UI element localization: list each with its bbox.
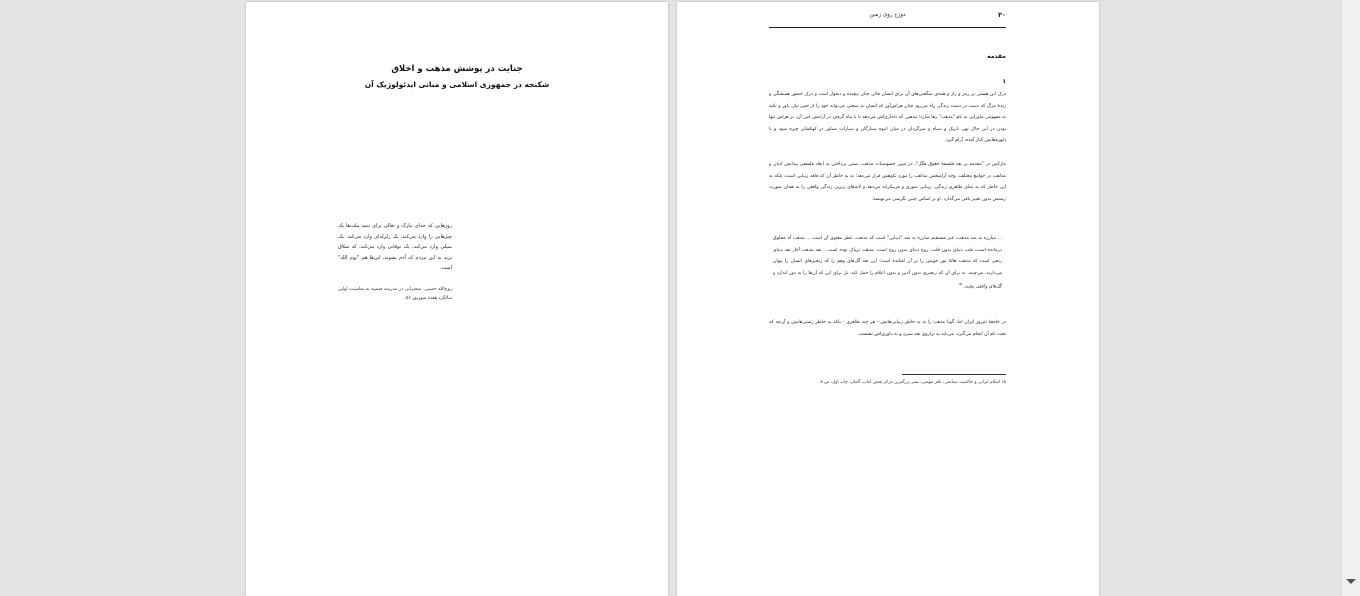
section-heading: مقدمه: [987, 53, 1006, 60]
footnote-marker[interactable]: ۱۵: [958, 282, 962, 287]
epigraph-text: روزهایی که خدای تبارک و تعالی برای تنبیه ملت‌ها یک چیزهایی را وارد می‌کند، یک زلزله‌ای وارد می‌کند، یک سیلی وارد می‌کند، یک توفانی وارد می‌کند، که شلاق بزند به این مردم که آدم بشوند، این‌ها هم "یوم الله" است.: [338, 223, 452, 271]
body-paragraph-1: درک این هستی پر رمز و راز و همه‌ی شگفتی‌های آن برای انسان قائی چنان پیچیده و دشوار است و درک حضور همیشگی و زندهٔ مرگ که دست در دست زندگی راه می‌رود چنان هراس‌آور که انسان به سختی می‌تواند خود را از حس نیاز، باور و تکیه به مفهومی ماورایی به نام "مذهب" رها سازد؛ مذهبی که دلداری‌اش می‌دهد تا با پناه گرفتن در آرامش امن آن، بر هراس تنها بودن در این خاک تهی تاریک و سیاه و سرگردان در میان انبوه ستارگان و سیارات شناور در کهکشان چیره شود و با دلهره‌هایش کنار آمده، آرام گیرد.: [769, 92, 1006, 144]
pdf-page-left: [246, 2, 668, 596]
footnote-text: ۱۵ اسلام ایرانی و حاکمیت سیاسی، باقر مؤمنی، نشر بزرگترین مرکز پخش کتاب، آلمان، چاپ اول، ص ۸.: [819, 380, 1006, 385]
block-quote: [773, 233, 1002, 294]
document-title: جنایت در پوشش مذهب و اخلاق: [391, 64, 523, 74]
section-number: ۱: [1002, 78, 1006, 85]
epigraph-source: روح‌الله خمینی، سخنرانی در مدرسه فیضیه به مناسبت اولین سالگرد هفده شهریور ۵۷.: [338, 287, 452, 301]
document-subtitle: شکنجه در جمهوری اسلامی و مبانی ایدئولوژیک آن: [364, 80, 550, 89]
block-quote-text: ... مبارزه به ضد مذهب، غیر مستقیم مبارزه به ضد "دنیایی" است که مذهب، عطر معنوی آن است ... مذهب آه مخلوق درمانده است، قلب دنیای بدون قلب، روح دنیای بدون روح است. مذهب تریاک توده است... نقد مذهب آغاز نقد دنیای رنجی است که مذهب هالهٔ نور خویش را بر آن افکنده است؛ این نقد گل‌های وهم را که زنجیرهای انسان را پنهان می‌دارند، می‌چیند، نه برای آن که زنجیری بدون آذین و بدون اعلام را حمل کند، بل برای این که آن‌ها را به دور اندازد و گل‌های واقعی بچیند.: [773, 236, 1002, 290]
body-paragraph-2: مارکس در "مقدمه بر نقد فلسفهٔ حقوق هگل"، در تبیین خصوصیات مذهب، ضمن پرداختن به ابعاد فلسفی پیدایش ادیان و مذاهب در جوامع مختلف، وجه آرامبخش مذاهب را مورد نکوهش قرار می‌دهد؛ نه به خاطر آن که فاقد زیبایی است، بلکه به این خاطر که به نمای ظاهری زندگی، زیبایی صوری و فریبکرانه می‌دهد و لایه‌های زیرین زندگی واقعی را به همان صورت زشتش بدون تغییر باقی می‌گذارد. او بر اساس چنین نگرشی می‌نویسد:: [769, 162, 1006, 202]
vertical-scrollbar[interactable]: [1341, 0, 1360, 596]
scroll-down-icon[interactable]: [1346, 579, 1356, 584]
running-header-title: دوزخ روی زمین: [869, 12, 906, 18]
running-header: [769, 11, 1006, 28]
footnote-divider: [902, 374, 1006, 375]
pdf-page-right: [677, 2, 1099, 596]
body-paragraph-3: در جامعهٔ امروز ایران اما، گویا مذهب را نه به خاطر زیبایی‌هایش - هر چند ظاهری - بلکه به خاطر زشتی‌هایش و آن‌چه که تحت نام آن انجام می‌گیرد، می‌باید به ترازوی نقد سپرد و به داوری‌اش نشست.: [769, 320, 1006, 337]
page-number: ۲۰: [998, 11, 1006, 19]
